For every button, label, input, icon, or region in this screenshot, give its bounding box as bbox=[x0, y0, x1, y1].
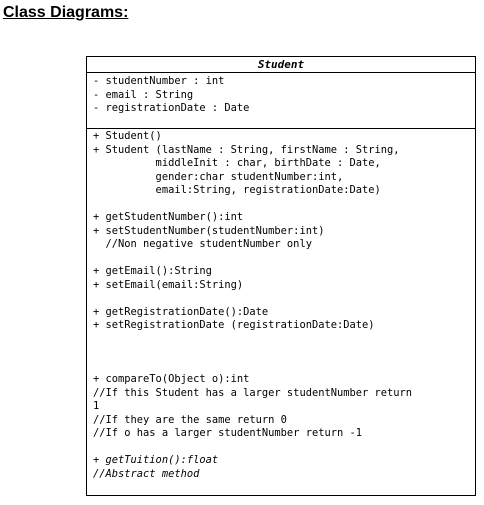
spacer bbox=[93, 198, 475, 212]
class-name: Student bbox=[87, 57, 475, 73]
operation-compare-to: + compareTo(Object o):int bbox=[93, 373, 250, 385]
operation-get-student-number: + getStudentNumber():int bbox=[93, 211, 244, 223]
spacer bbox=[93, 292, 475, 306]
operation-get-email: + getEmail():String bbox=[93, 265, 212, 277]
comment-compare-smaller: //If o has a larger studentNumber return -1 bbox=[93, 427, 362, 439]
operation-constructor-default: + Student() bbox=[93, 130, 162, 142]
comment-student-number: //Non negative studentNumber only bbox=[93, 238, 312, 250]
spacer bbox=[93, 441, 475, 455]
attribute-student-number: - studentNumber : int bbox=[93, 75, 225, 87]
attribute-registration-date: - registrationDate : Date bbox=[93, 102, 250, 114]
spacer bbox=[93, 252, 475, 266]
comment-compare-larger-value: 1 bbox=[93, 400, 100, 412]
operation-set-registration-date: + setRegistrationDate (registrationDate:Date) bbox=[93, 319, 375, 331]
operations-compartment bbox=[87, 129, 475, 481]
operation-constructor-full: + Student (lastName : String, firstName : String, bbox=[93, 143, 400, 156]
operation-set-email: + setEmail(email:String) bbox=[93, 278, 244, 291]
attribute-email: - email : String bbox=[93, 88, 194, 101]
page-heading: Class Diagrams: bbox=[3, 4, 129, 21]
operation-get-registration-date: + getRegistrationDate():Date bbox=[93, 305, 269, 318]
operation-constructor-full-cont: email:String, registrationDate:Date) bbox=[93, 184, 381, 196]
comment-compare-larger: //If this Student has a larger studentNumber return bbox=[93, 386, 413, 399]
spacer bbox=[93, 333, 475, 360]
operation-constructor-full-cont: middleInit : char, birthDate : Date, bbox=[93, 157, 381, 169]
attributes-compartment bbox=[87, 73, 475, 129]
operation-constructor-full-cont: gender:char studentNumber:int, bbox=[93, 170, 344, 183]
comment-abstract-method: //Abstract method bbox=[93, 467, 200, 480]
spacer bbox=[93, 360, 475, 374]
student-class-box bbox=[86, 56, 476, 496]
comment-compare-same: //If they are the same return 0 bbox=[93, 413, 287, 426]
operation-get-tuition: + getTuition():float bbox=[93, 454, 219, 466]
operation-set-student-number: + setStudentNumber(studentNumber:int) bbox=[93, 224, 325, 237]
